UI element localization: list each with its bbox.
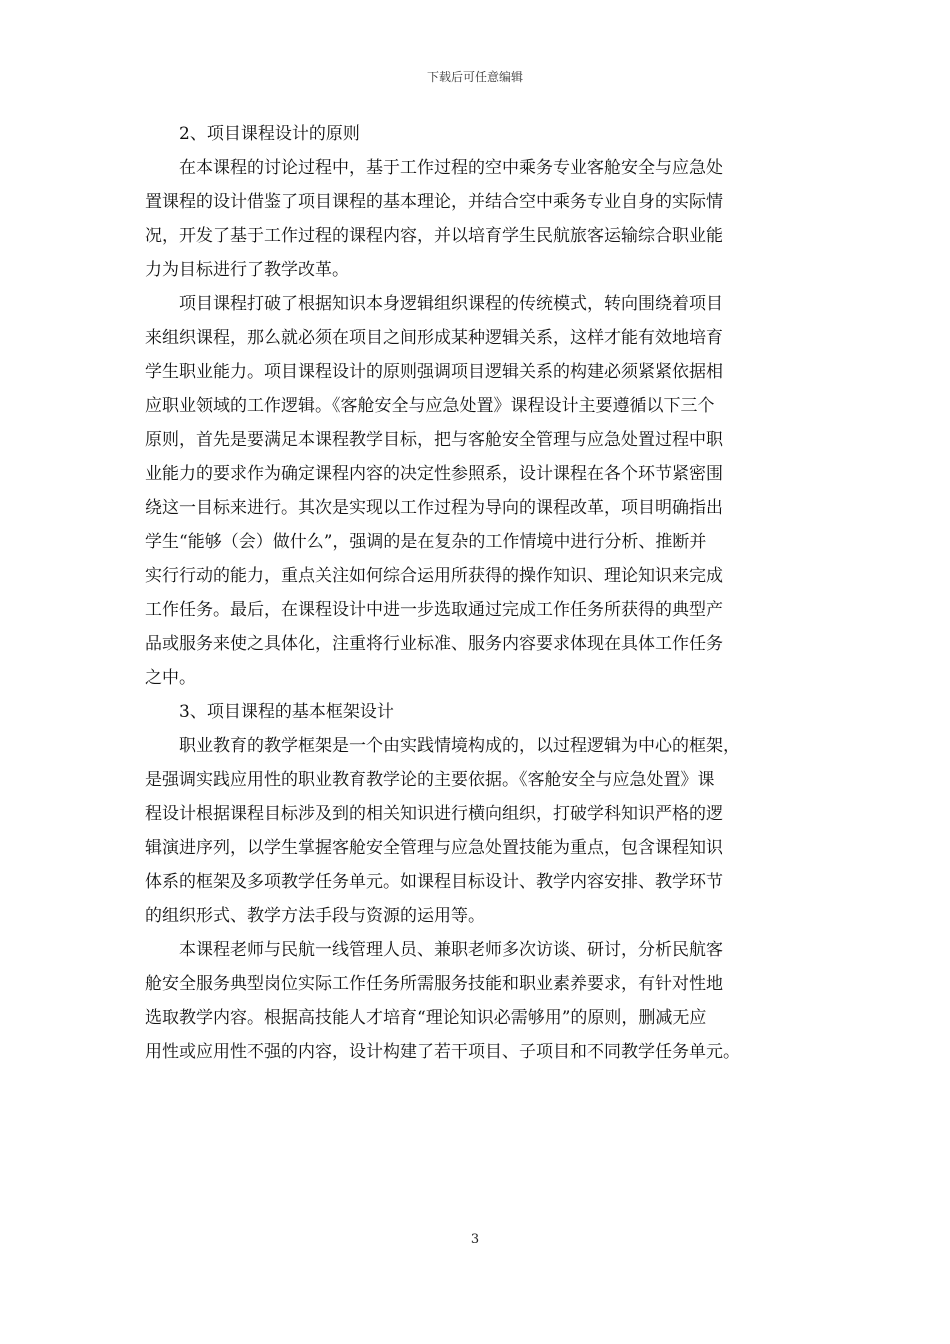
text-line: 职业教育的教学框架是一个由实践情境构成的，以过程逻辑为中心的框架， <box>179 736 740 756</box>
text-line: 是强调实践应用性的职业教育教学论的主要依据。《客舱安全与应急处置》课 <box>145 770 715 790</box>
text-line: 学生“能够（会）做什么”，强调的是在复杂的工作情境中进行分析、推断并 <box>145 532 707 552</box>
text-line: 来组织课程，那么就必须在项目之间形成某种逻辑关系，这样才能有效地培育 <box>145 328 723 348</box>
text-line: 的组织形式、教学方法手段与资源的运用等。 <box>145 906 485 926</box>
text-line: 应职业领域的工作逻辑。《客舱安全与应急处置》课程设计主要遵循以下三个 <box>145 396 715 416</box>
section-heading: 2、项目课程设计的原则 <box>179 124 360 144</box>
text-line: 用性或应用性不强的内容，设计构建了若干项目、子项目和不同教学任务单元。 <box>145 1042 740 1062</box>
text-line: 置课程的设计借鉴了项目课程的基本理论，并结合空中乘务专业自身的实际情 <box>145 192 723 212</box>
text-line: 品或服务来使之具体化，注重将行业标准、服务内容要求体现在具体工作任务 <box>145 634 723 654</box>
page-header: 下载后可任意编辑 <box>426 70 523 84</box>
text-line: 绕这一目标来进行。其次是实现以工作过程为导向的课程改革，项目明确指出 <box>145 498 723 518</box>
page-number: 3 <box>470 1232 480 1247</box>
text-line: 业能力的要求作为确定课程内容的决定性参照系，设计课程在各个环节紧密围 <box>145 464 723 484</box>
text-line: 程设计根据课程目标涉及到的相关知识进行横向组织，打破学科知识严格的逻 <box>145 804 723 824</box>
section-heading: 3、项目课程的基本框架设计 <box>179 702 394 722</box>
paragraph <box>145 287 825 695</box>
paragraph <box>145 151 825 287</box>
text-line: 实行行动的能力，重点关注如何综合运用所获得的操作知识、理论知识来完成 <box>145 566 723 586</box>
text-line: 之中。 <box>145 668 196 688</box>
text-line: 本课程老师与民航一线管理人员、兼职老师多次访谈、研讨，分析民航客 <box>179 940 723 960</box>
text-line: 舱安全服务典型岗位实际工作任务所需服务技能和职业素养要求，有针对性地 <box>145 974 723 994</box>
text-line: 工作任务。最后，在课程设计中进一步选取通过完成工作任务所获得的典型产 <box>145 600 723 620</box>
text-line: 况，开发了基于工作过程的课程内容，并以培育学生民航旅客运输综合职业能 <box>145 226 723 246</box>
text-line: 项目课程打破了根据知识本身逻辑组织课程的传统模式，转向围绕着项目 <box>179 294 723 314</box>
text-line: 体系的框架及多项教学任务单元。如课程目标设计、教学内容安排、教学环节 <box>145 872 723 892</box>
text-line: 力为目标进行了教学改革。 <box>145 260 349 280</box>
text-line: 选取教学内容。根据高技能人才培育“理论知识必需够用”的原则，删减无应 <box>145 1008 707 1028</box>
text-line: 在本课程的讨论过程中，基于工作过程的空中乘务专业客舱安全与应急处 <box>179 158 723 178</box>
paragraph <box>145 729 825 933</box>
text-line: 原则，首先是要满足本课程教学目标，把与客舱安全管理与应急处置过程中职 <box>145 430 723 450</box>
text-line: 学生职业能力。项目课程设计的原则强调项目逻辑关系的构建必须紧紧依据相 <box>145 362 723 382</box>
document-body <box>145 117 825 1069</box>
text-line: 辑演进序列，以学生掌握客舱安全管理与应急处置技能为重点，包含课程知识 <box>145 838 723 858</box>
paragraph <box>145 933 825 1069</box>
